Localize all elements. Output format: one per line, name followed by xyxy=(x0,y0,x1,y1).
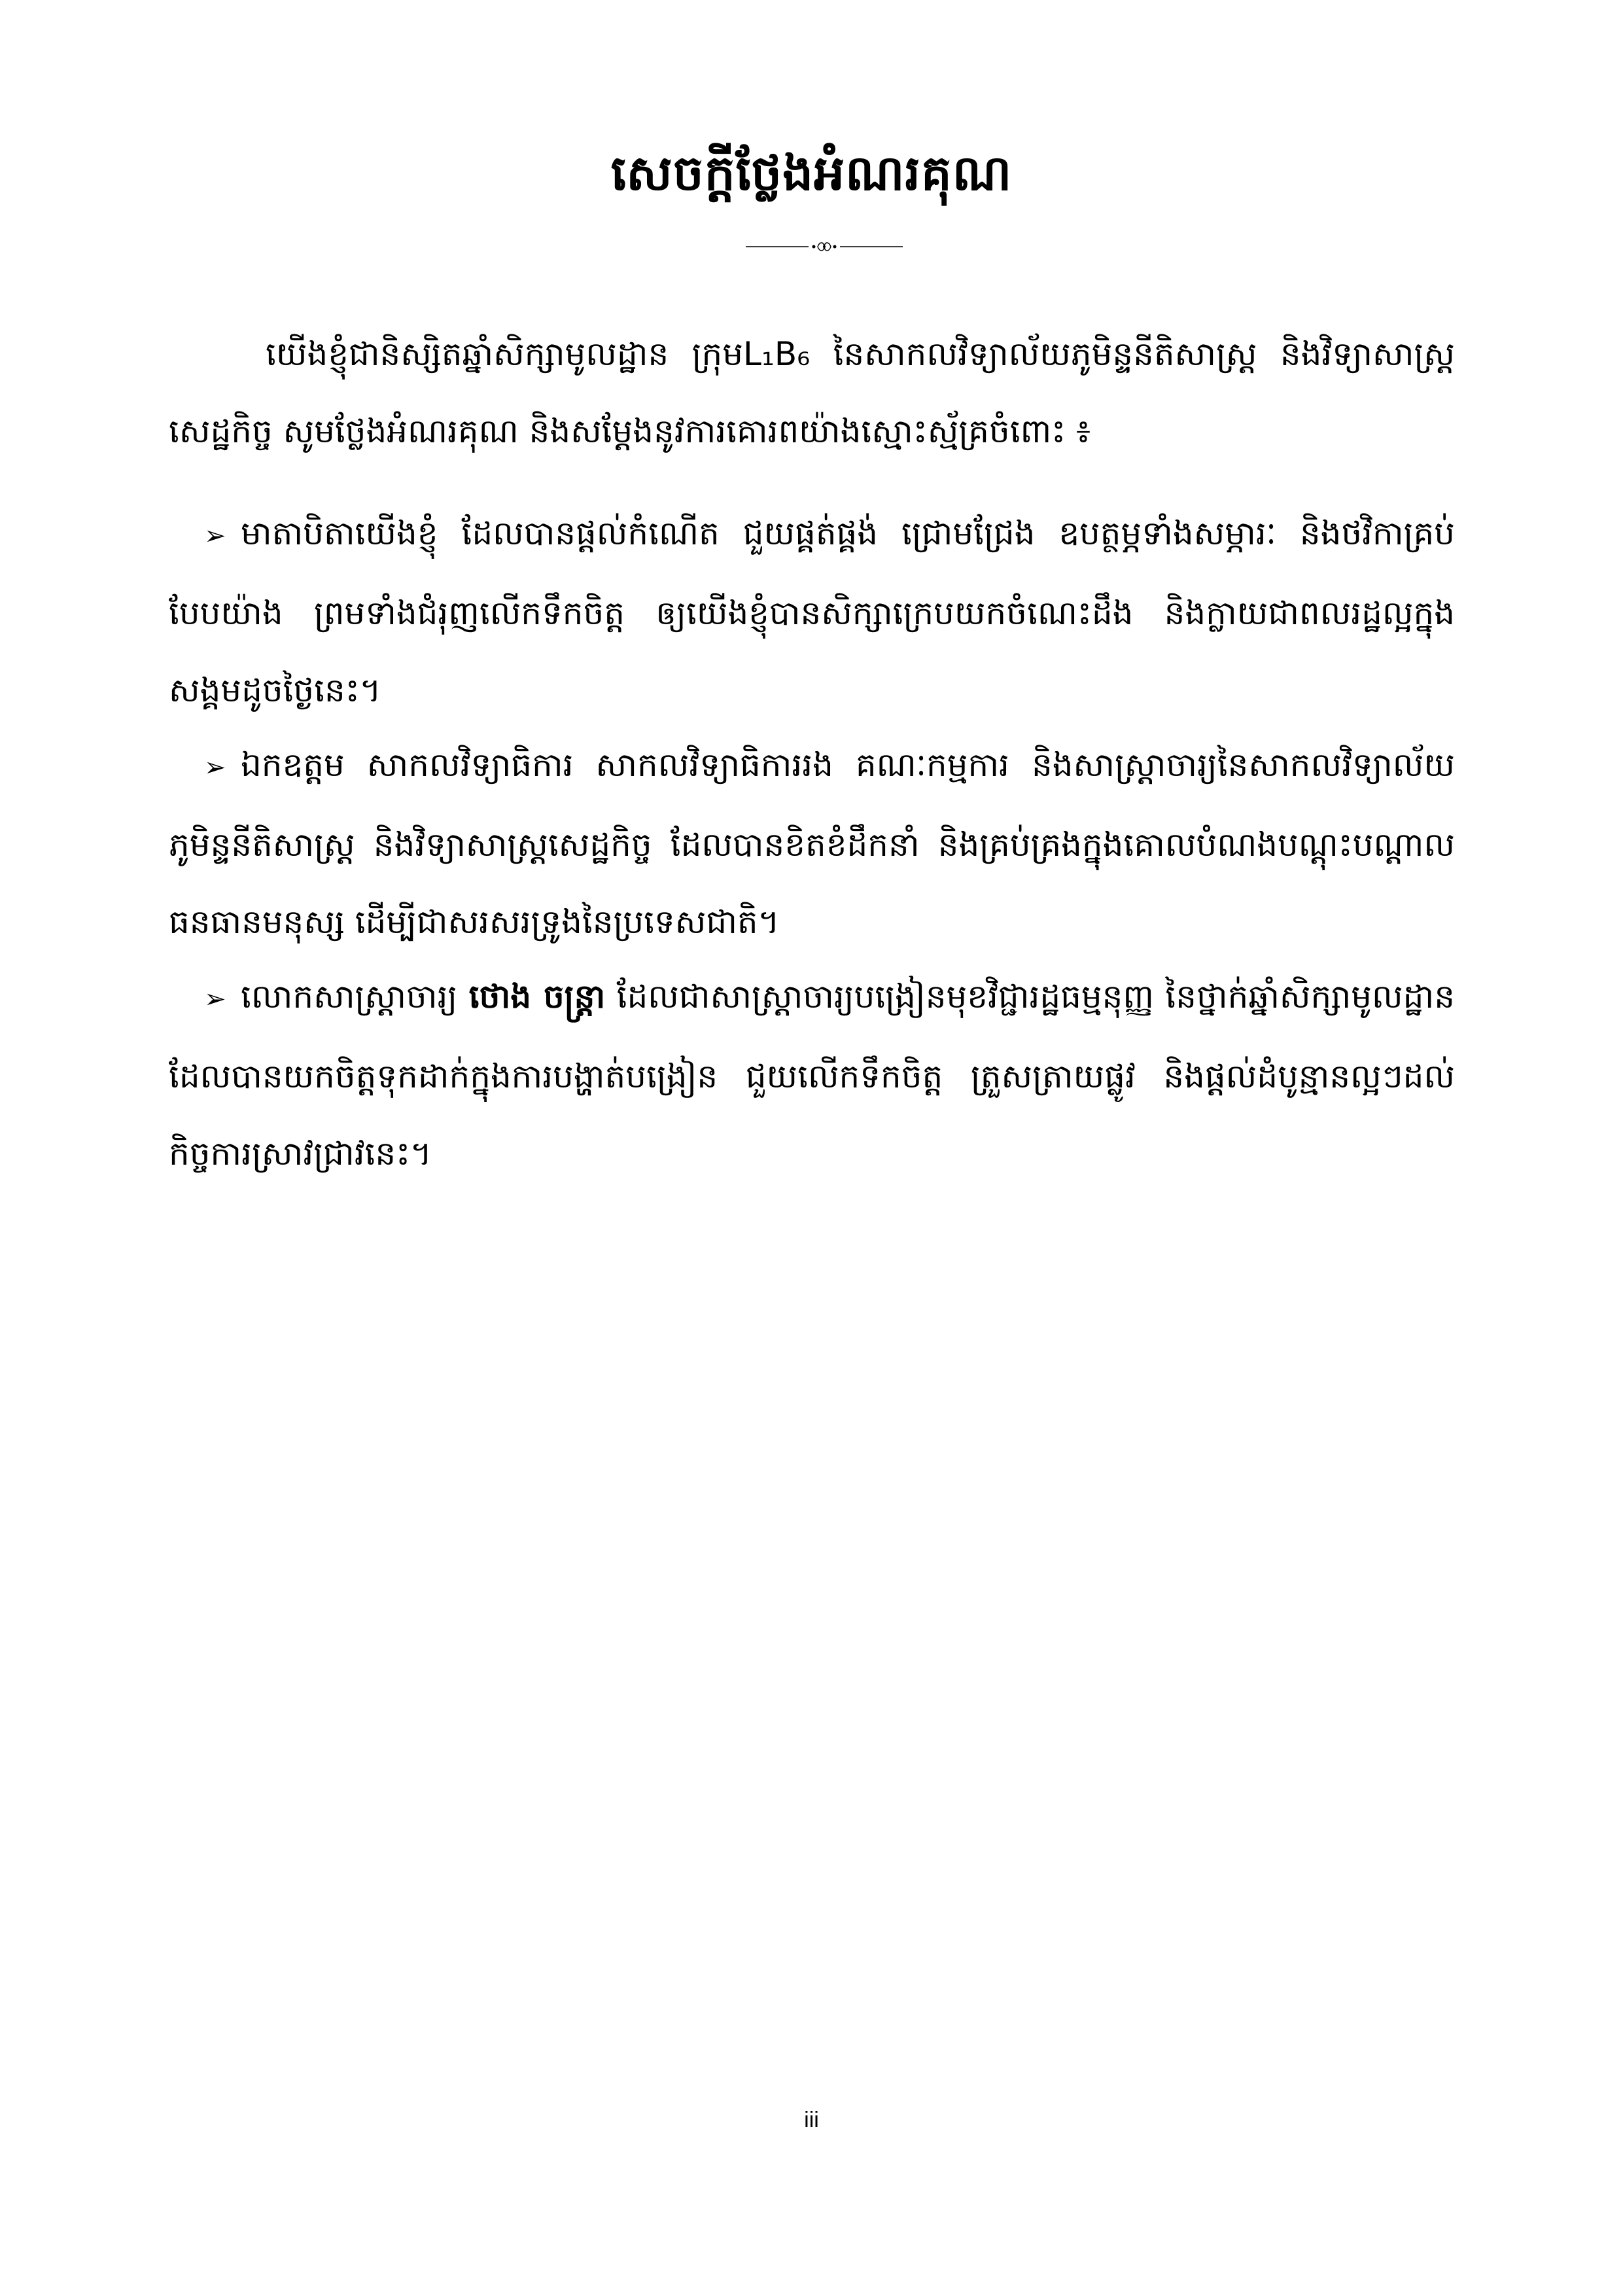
acknowledgement-item-university xyxy=(169,726,1455,961)
page-title: សេចក្តីថ្លែងអំណរគុណ xyxy=(610,145,1013,202)
acknowledgement-text: ឯកឧត្តម សាកលវិទ្យាធិការ សាកលវិទ្យាធិការរង គណៈកម្មការ និងសាស្ត្រាចារ្យនៃសាកលវិទ្យាល័យភូមិន្ទនីតិសាស្ត្រ និងវិទ្យាសាស្ត្រសេដ្ឋកិច្ច ដែលបានខិតខំដឹកនាំ និងគ្រប់គ្រងក្នុងគោលបំណងបណ្តុះបណ្តាលធនធានមនុស្ស ដើម្បីជាសរសរទ្រូងនៃប្រទេសជាតិ។ xyxy=(169,746,1455,941)
arrow-bullet-icon: ➢ xyxy=(204,521,226,551)
acknowledgement-item-professor xyxy=(169,958,1455,1192)
decorative-divider-icon xyxy=(746,237,903,256)
acknowledgement-item-parents xyxy=(169,495,1455,729)
professor-name: ថោង ចន្ត្រា xyxy=(468,977,606,1016)
acknowledgement-text: មាតាបិតាយើងខ្ញុំ ដែលបានផ្តល់កំណើត ជួយផ្គត់ផ្គង់ ជ្រោមជ្រែង ឧបត្ថម្ភទាំងសម្ភារៈ និងថវិកាគ្រប់បែបយ៉ាង ព្រមទាំងជំរុញលើកទឹកចិត្ត ឲ្យយើងខ្ញុំបានសិក្សាក្រេបយកចំណេះដឹង និងក្លាយជាពលរដ្ឋល្អក្នុងសង្គមដូចថ្ងៃនេះ។ xyxy=(169,514,1455,709)
professor-prefix: លោកសាស្ត្រាចារ្យ xyxy=(241,978,458,1016)
acknowledgement-text: ដែលជាសាស្ត្រាចារ្យបង្រៀនមុខវិជ្ជារដ្ឋធម្មនុញ្ញ នៃថ្នាក់ឆ្នាំសិក្សាមូលដ្ឋាន ដែលបានយកចិត្តទុកដាក់ក្នុងការបង្ហាត់បង្រៀន ជួយលើកទឹកចិត្ត ត្រួសត្រាយផ្លូវ និងផ្តល់ដំបូន្មានល្អៗដល់កិច្ចការស្រាវជ្រាវនេះ។ xyxy=(169,978,1455,1173)
page-number: iii xyxy=(804,2108,819,2132)
intro-paragraph: យើងខ្ញុំជានិស្សិតឆ្នាំសិក្សាមូលដ្ឋាន ក្រុមL₁B₆ នៃសាកលវិទ្យាល័យភូមិន្ទនីតិសាស្ត្រ និងវិទ្យាសាស្ត្រសេដ្ឋកិច្ច សូមថ្លែងអំណរគុណ និងសម្តែងនូវការគោរពយ៉ាងស្មោះស្ម័គ្រចំពោះ ៖ xyxy=(169,335,1455,450)
arrow-bullet-icon: ➢ xyxy=(204,984,226,1014)
arrow-bullet-icon: ➢ xyxy=(204,752,226,783)
